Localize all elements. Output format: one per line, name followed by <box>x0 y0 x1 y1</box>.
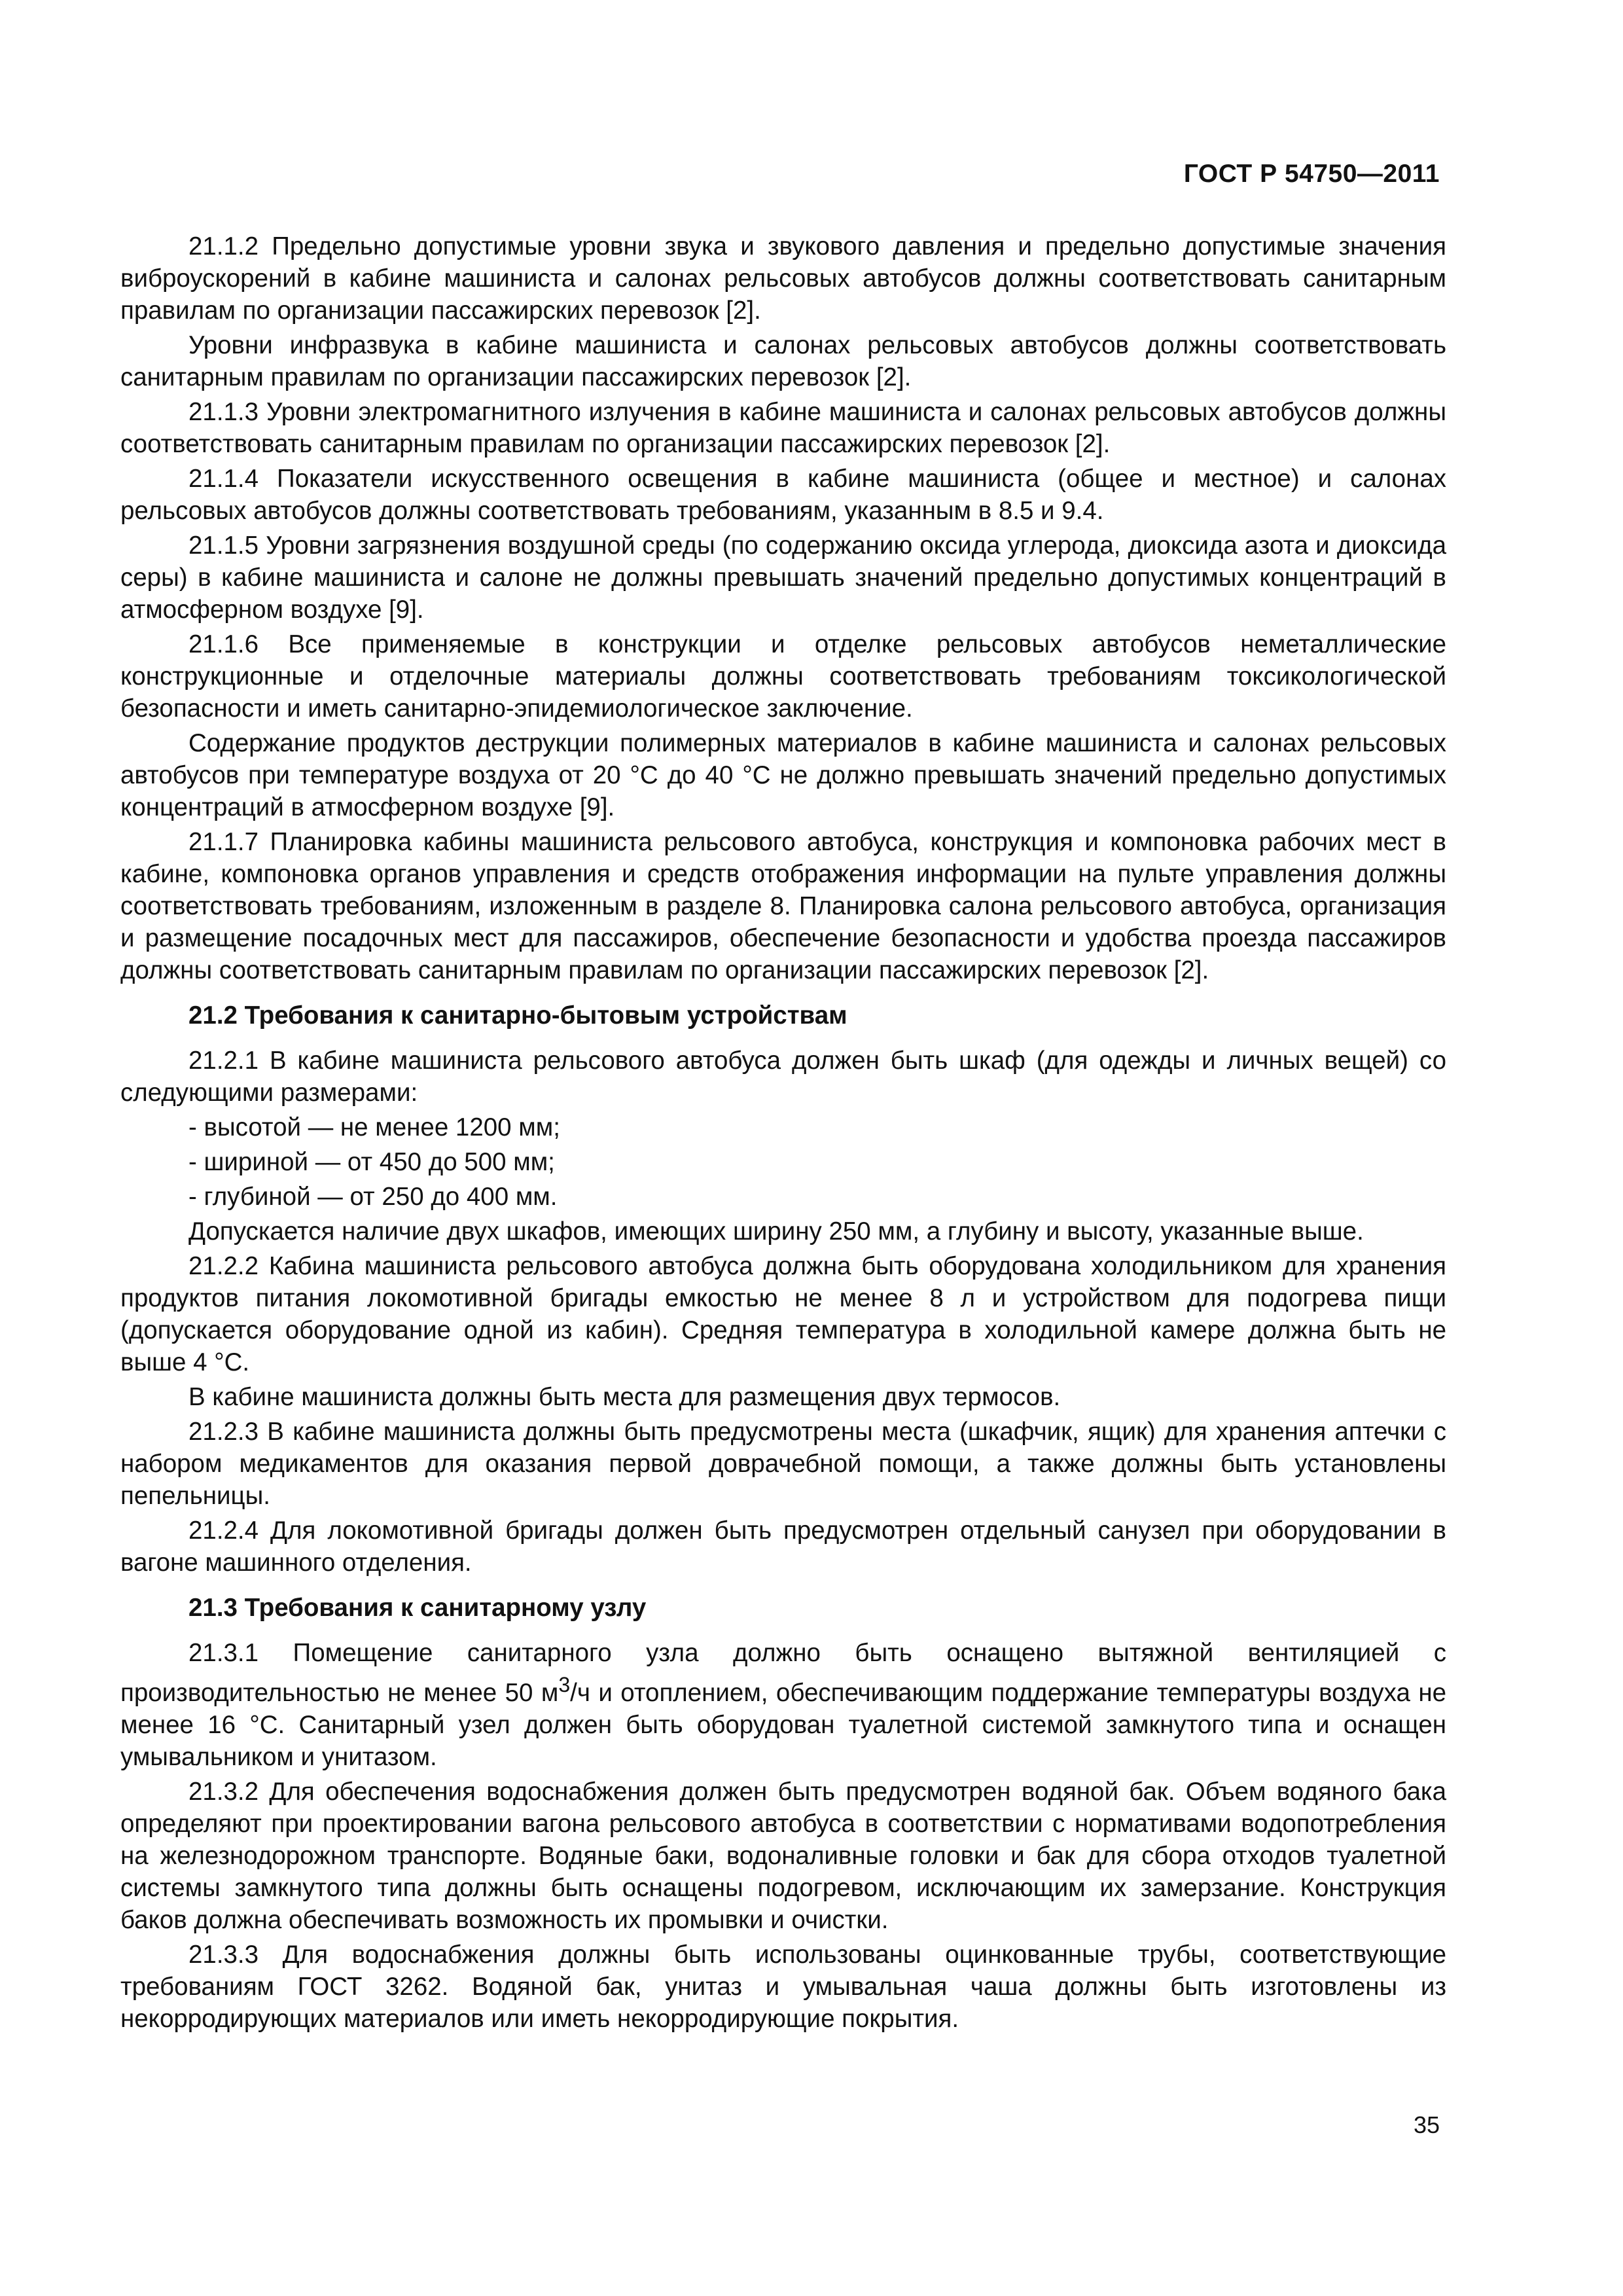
list-item-width: - шириной — от 450 до 500 мм; <box>188 1148 555 1176</box>
paragraph-21-1-6: 21.1.6 Все применяемые в конструкции и отделке рельсовых автобусов неметаллические конструкционные и отделочные материалы должны соответствовать требованиям токсикологической безопасности и иметь санитарно-эпидемиологическое заключение. <box>120 630 1446 723</box>
paragraph-21-3-1-part-a: 21.3.1 Помещение санитарного узла должно быть оснащено вытяжной вентиляцией с производительностью не менее 50 м <box>120 1639 1446 1707</box>
paragraph-21-1-7: 21.1.7 Планировка кабины машиниста рельсового автобуса, конструкция и компоновка рабочих мест в кабине, компоновка органов управления и средств отображения информации на пульте управления должны соответствовать требованиям, изложенным в разделе 8. Планировка салона рельсового автобуса, организация и размещение посадочных мест для пассажиров, обеспечение безопасности и удобства проезда пассажиров должны соответствовать санитарным правилам по организации пассажирских перевозок [2]. <box>120 828 1446 984</box>
paragraph-21-3-3: 21.3.3 Для водоснабжения должны быть использованы оцинкованные трубы, соответствующие требованиям ГОСТ 3262. Водяной бак, унитаз и умывальная чаша должны быть изготовлены из некорродирующих материалов или иметь некорродирующие покрытия. <box>120 1940 1446 2033</box>
section-heading-21-2: 21.2 Требования к санитарно-бытовым устройствам <box>188 1001 847 1030</box>
paragraph-infrasound: Уровни инфразвука в кабине машиниста и салонах рельсовых автобусов должны соответствовать санитарным правилам по организации пассажирских перевозок [2]. <box>120 331 1446 391</box>
paragraph-21-3-2: 21.3.2 Для обеспечения водоснабжения должен быть предусмотрен водяной бак. Объем водяного бака определяют при проектировании вагона рельсового автобуса в соответствии с нормативами водопотребления на железнодорожном транспорте. Водяные баки, водоналивные головки и бак для сбора отходов туалетной системы замкнутого типа должны быть оснащены подогревом, исключающим их замерзание. Конструкция баков должна обеспечивать возможность их промывки и очистки. <box>120 1777 1446 1934</box>
paragraph-21-2-4: 21.2.4 Для локомотивной бригады должен быть предусмотрен отдельный санузел при оборудовании в вагоне машинного отделения. <box>120 1516 1446 1577</box>
paragraph-21-1-5: 21.1.5 Уровни загрязнения воздушной среды (по содержанию оксида углерода, диоксида азота и диоксида серы) в кабине машиниста и салоне не должны превышать значений предельно допустимых концентраций в атмосферном воздухе [9]. <box>120 531 1446 624</box>
paragraph-two-cabinets: Допускается наличие двух шкафов, имеющих ширину 250 мм, а глубину и высоту, указанные выше. <box>188 1217 1364 1246</box>
superscript-cubic: 3 <box>558 1673 571 1696</box>
section-heading-21-3: 21.3 Требования к санитарному узлу <box>188 1594 647 1622</box>
page-number: 35 <box>1413 2111 1440 2138</box>
paragraph-21-1-4: 21.1.4 Показатели искусственного освещения в кабине машиниста (общее и местное) и салонах рельсовых автобусов должны соответствовать требованиям, указанным в 8.5 и 9.4. <box>120 465 1446 525</box>
paragraph-21-3-1 <box>120 1637 1446 1773</box>
paragraph-21-2-2: 21.2.2 Кабина машиниста рельсового автобуса должна быть оборудована холодильником для хранения продуктов питания локомотивной бригады емкостью не менее 8 л и устройством для подогрева пищи (допускается оборудование одной из кабин). Средняя температура в холодильной камере должна быть не выше 4 °С. <box>120 1252 1446 1376</box>
paragraph-21-1-2: 21.1.2 Предельно допустимые уровни звука и звукового давления и предельно допустимые значения виброускорений в кабине машиниста и салонах рельсовых автобусов должны соответствовать санитарным правилам по организации пассажирских перевозок [2]. <box>120 232 1446 325</box>
document-body <box>120 230 1446 2037</box>
paragraph-21-2-3: 21.2.3 В кабине машиниста должны быть предусмотрены места (шкафчик, ящик) для хранения аптечки с набором медикаментов для оказания первой доврачебной помощи, а также должны быть установлены пепельницы. <box>120 1418 1446 1510</box>
dimension-list <box>120 1111 1446 1213</box>
standard-id-header: ГОСТ Р 54750—2011 <box>1183 160 1440 188</box>
paragraph-21-3-1-part-b: /ч и отоплением, обеспечивающим поддержание температуры воздуха не менее 16 °С. Санитарный узел должен быть оборудован туалетной системой замкнутого типа и оснащен умывальником и унитазом. <box>120 1678 1446 1771</box>
paragraph-21-2-1: 21.2.1 В кабине машиниста рельсового автобуса должен быть шкаф (для одежды и личных вещей) со следующими размерами: <box>120 1047 1446 1107</box>
paragraph-polymer-content: Содержание продуктов деструкции полимерных материалов в кабине машиниста и салонах рельсовых автобусов при температуре воздуха от 20 °С до 40 °С не должно превышать значений предельно допустимых концентраций в атмосферном воздухе [9]. <box>120 729 1446 821</box>
list-item-height: - высотой — не менее 1200 мм; <box>188 1113 560 1141</box>
list-item-depth: - глубиной — от 250 до 400 мм. <box>188 1183 558 1211</box>
paragraph-thermos: В кабине машиниста должны быть места для размещения двух термосов. <box>188 1383 1061 1411</box>
paragraph-21-1-3: 21.1.3 Уровни электромагнитного излучения в кабине машиниста и салонах рельсовых автобусов должны соответствовать санитарным правилам по организации пассажирских перевозок [2]. <box>120 398 1446 458</box>
